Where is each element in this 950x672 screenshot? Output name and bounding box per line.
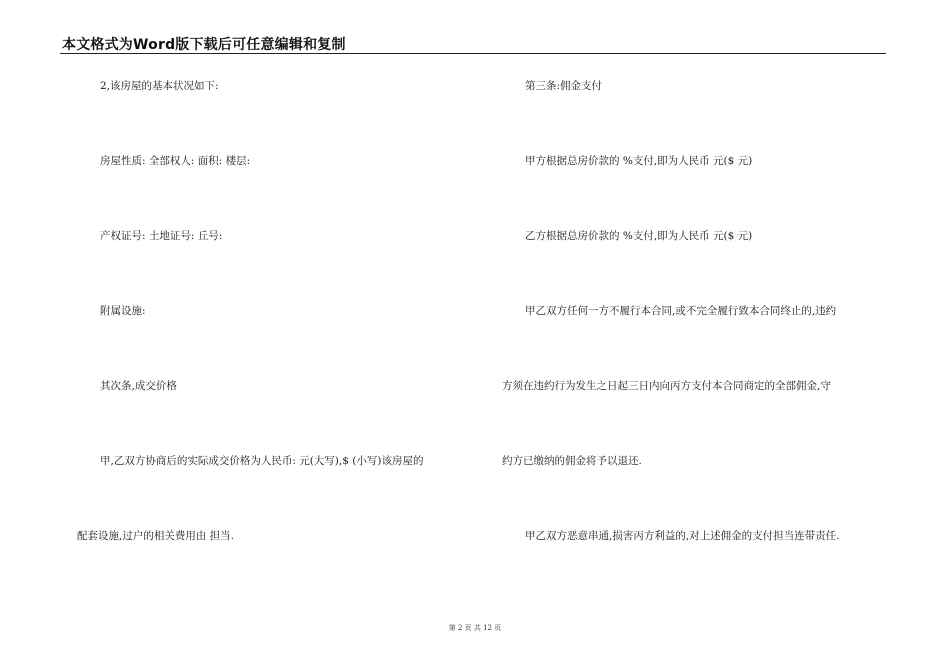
page-header-title: 本文格式为Word版下载后可任意编辑和复制 <box>62 37 346 53</box>
left-line-2: 房屋性质: 全部权人: 面积: 楼层: <box>100 155 251 167</box>
header-divider <box>60 53 886 54</box>
right-line-6: 约方已缴纳的佣金将予以退还. <box>502 455 642 467</box>
left-line-7: 配套设施,过户的相关费用由 担当. <box>77 530 235 542</box>
right-line-1: 第三条:佣金支付 <box>525 80 603 92</box>
left-line-3: 产权证号: 土地证号: 丘号: <box>100 230 223 242</box>
left-line-6: 甲,乙双方协商后的实际成交价格为人民币: 元(大写),$ (小写)该房屋的 <box>100 455 424 467</box>
page-number: 第 2 页 共 12 页 <box>448 624 502 632</box>
left-line-1: 2,该房屋的基本状况如下: <box>100 80 219 92</box>
right-line-3: 乙方根据总房价款的 %支付,即为人民币 元($ 元) <box>525 230 753 242</box>
left-line-4: 附属设施: <box>100 305 146 317</box>
left-line-5: 其次条,成交价格 <box>100 380 177 392</box>
right-line-7: 甲乙双方恶意串通,损害丙方利益的,对上述佣金的支付担当连带责任. <box>525 530 840 542</box>
right-line-4: 甲乙双方任何一方不履行本合同,或不完全履行致本合同终止的,违约 <box>525 305 837 317</box>
right-line-2: 甲方根据总房价款的 %支付,即为人民币 元($ 元) <box>525 155 753 167</box>
right-line-5: 方须在违约行为发生之日起三日内向丙方支付本合同商定的全部佣金,守 <box>502 380 831 392</box>
